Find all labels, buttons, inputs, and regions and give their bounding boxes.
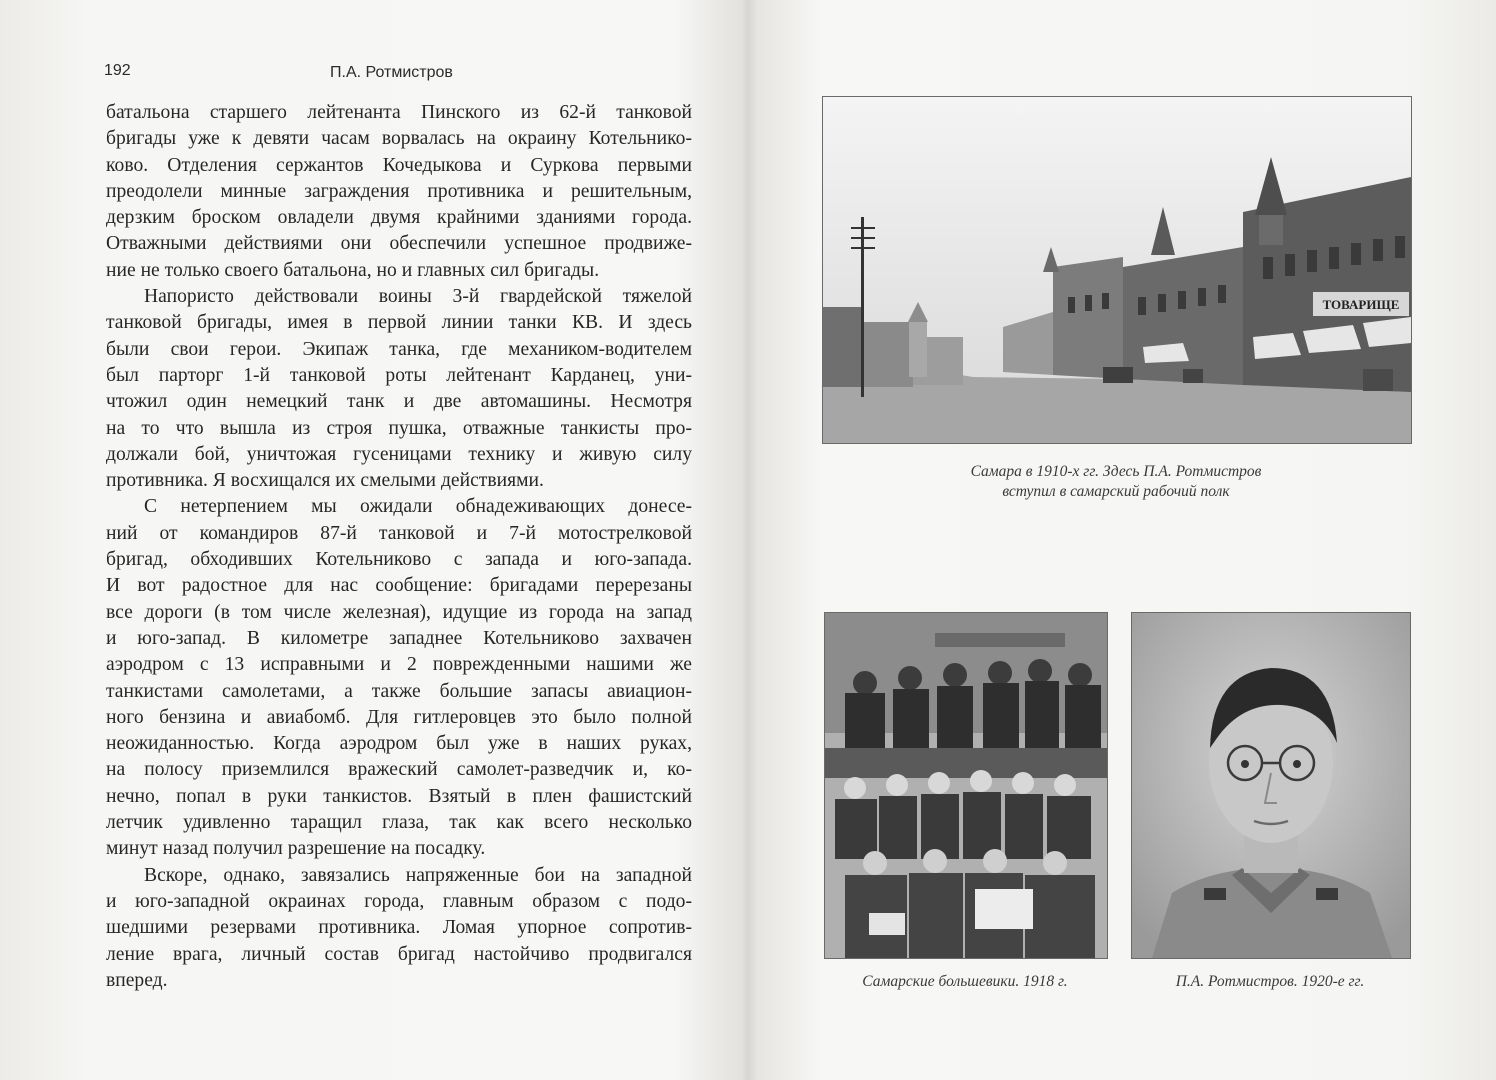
group-photo-icon (825, 613, 1107, 958)
text-line: шедшими резервами противника. Ломая упорное сопротив- (106, 917, 692, 939)
street-photo (822, 96, 1412, 444)
body-text (106, 100, 692, 994)
street-photo-icon (823, 97, 1411, 443)
page-number: 192 (104, 62, 131, 79)
text-line: ково. Отделения сержантов Кочедыкова и Суркова первыми (106, 154, 692, 176)
text-line: ний от командиров 87-й танковой и 7-й мотострелковой (106, 522, 692, 544)
portrait-photo (1131, 612, 1411, 959)
text-line: бригады уже к девяти часам ворвалась на окраину Котельнико- (106, 128, 692, 150)
right-page (748, 0, 1496, 1080)
text-line: С нетерпением мы ожидали обнадеживающих донесе- (144, 496, 692, 518)
street-photo-caption-line2: вступил в самарский рабочий полк (1002, 483, 1230, 500)
text-line: И вот радостное для нас сообщение: бригадами перерезаны (106, 575, 692, 597)
text-line: танковой бригады, имея в первой линии танки КВ. И здесь (106, 312, 692, 334)
text-line: все дороги (в том числе железная), идущие из города на запад (106, 601, 692, 623)
text-line: нечно, попал в руки танкистов. Взятый в плен фашистский (106, 785, 692, 807)
running-head-title: П.А. Ротмистров (330, 64, 453, 81)
portrait-photo-icon (1132, 613, 1410, 958)
text-line: на полосу приземлился вражеский самолет-разведчик и, ко- (106, 759, 692, 781)
text-line: минут назад получил разрешение на посадку. (106, 838, 486, 860)
text-line: и юго-запад. В километре западнее Котельниково захвачен (106, 627, 692, 649)
text-line: и юго-западной окраинах города, главным образом с подо- (106, 890, 692, 912)
text-line: Отважными действиями они обеспечили успешное продвиже- (106, 233, 692, 255)
group-photo-caption: Самарские большевики. 1918 г. (862, 973, 1068, 990)
street-photo-caption-line1: Самара в 1910-х гг. Здесь П.А. Ротмистров (970, 463, 1262, 480)
street-photo-caption (822, 462, 1410, 502)
text-line: преодолели минные заграждения противника и решительным, (106, 180, 692, 202)
running-head (104, 62, 694, 86)
text-line: Напористо действовали воины 3-й гвардейской тяжелой (144, 286, 692, 308)
portrait-photo-caption: П.А. Ротмистров. 1920-е гг. (1175, 973, 1365, 990)
text-line: должали бой, уничтожая гусеницами технику и живую силу (106, 443, 692, 465)
street-sign-text: ТОВАРИЩЕ (1322, 297, 1400, 312)
text-line: ние не только своего батальона, но и главных сил бригады. (106, 259, 600, 281)
text-line: были свои герои. Экипаж танка, где механиком-водителем (106, 338, 692, 360)
text-line: неожиданностью. Когда аэродром был уже в наших руках, (106, 733, 692, 755)
text-line: ного бензина и авиабомб. Для гитлеровцев это было полной (106, 706, 692, 728)
text-line: дерзким броском овладели двумя крайними зданиями города. (106, 207, 692, 229)
text-line: на то что вышла из строя пушка, отважные танкисты про- (106, 417, 692, 439)
text-line: был парторг 1-й танковой роты лейтенант Карданец, уни- (106, 364, 692, 386)
text-line: Вскоре, однако, завязались напряженные бои на западной (144, 864, 692, 886)
group-photo (824, 612, 1108, 959)
text-line: чтожил один немецкий танк и две автомашины. Несмотря (106, 391, 692, 413)
text-line: ление врага, личный состав бригад настойчиво продвигался (106, 943, 692, 965)
text-line: бригад, обходивших Котельниково с запада и юго-запада. (106, 549, 692, 571)
text-line: аэродром с 13 исправными и 2 поврежденными нашими же (106, 654, 692, 676)
text-line: танкистами самолетами, а также большие запасы авиацион- (106, 680, 692, 702)
text-line: батальона старшего лейтенанта Пинского из 62-й танковой (106, 102, 692, 123)
text-line: вперед. (106, 969, 168, 991)
text-line: противника. Я восхищался их смелыми действиями. (106, 470, 544, 492)
text-line: летчик удивленно таращил глаза, так как всего несколько (106, 812, 692, 834)
